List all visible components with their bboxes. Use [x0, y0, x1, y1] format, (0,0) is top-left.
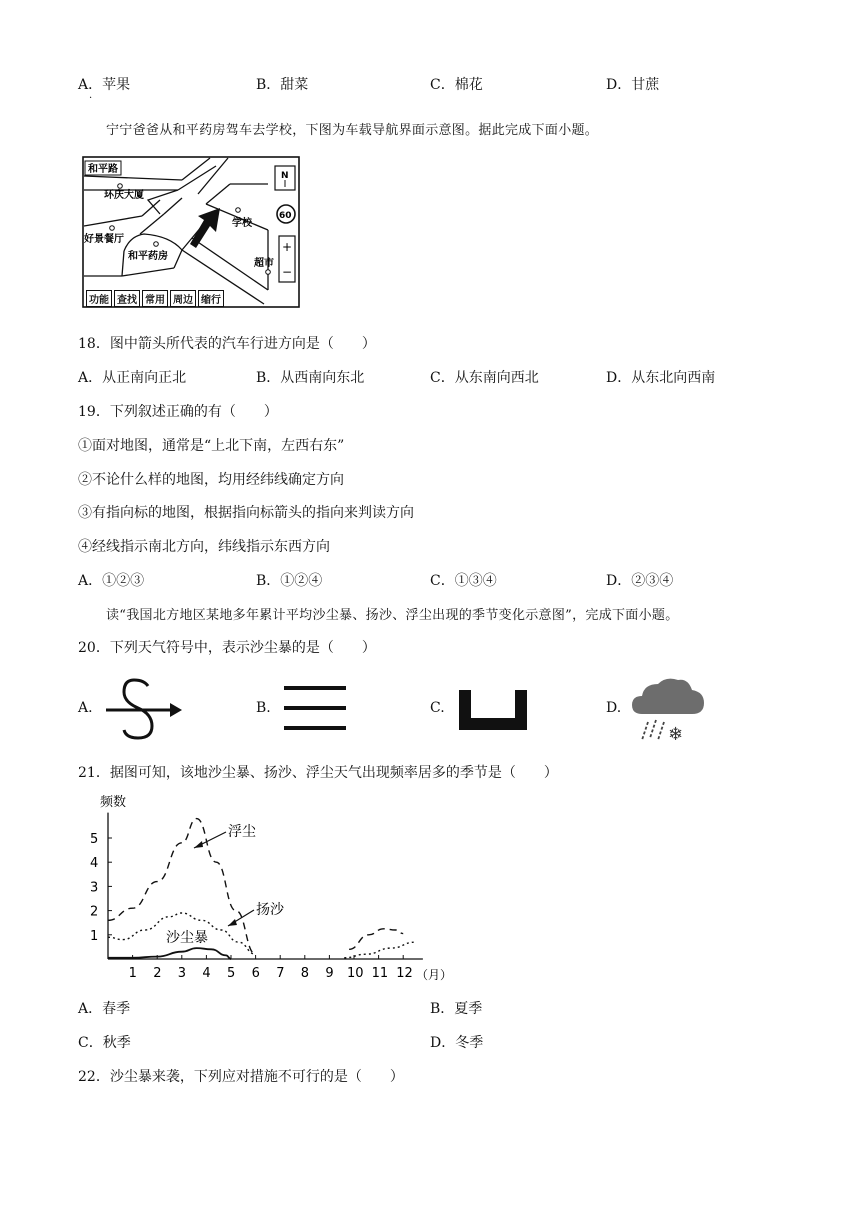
label-building: 环庆大厦: [104, 190, 144, 201]
intro-navigation: 宁宁爸爸从和平药房驾车去学校，下图为车载导航界面示意图。据此完成下面小题。: [106, 123, 599, 138]
series-line-0: [349, 929, 403, 950]
x-tick-label: 3: [177, 966, 187, 981]
y-tick-label: 5: [90, 832, 99, 847]
q21-option-b: B．夏季: [430, 1001, 483, 1017]
x-tick-label: 6: [251, 966, 260, 981]
q17-option-d: D．甘蔗: [606, 77, 660, 93]
q20-option-d-letter: D.: [606, 700, 622, 716]
q18-stem: 18．图中箭头所代表的汽车行进方向是（ ）: [78, 336, 376, 352]
chart-x-unit: （月）: [416, 968, 453, 982]
intro-dust: 读“我国北方地区某地多年累计平均沙尘暴、扬沙、浮尘出现的季节变化示意图”，完成下面小题。: [106, 608, 679, 623]
x-tick-label: 10: [347, 966, 364, 981]
svg-text:❄: ❄: [668, 724, 684, 744]
fog-symbol-icon: [282, 684, 348, 736]
q18-option-d: D．从东北向西南: [606, 370, 716, 386]
q19-item-1: ①面对地图，通常是“上北下南，左西右东”: [78, 438, 345, 454]
q18-option-b: B．从西南向东北: [256, 370, 365, 386]
chart-ylabel: 频数: [100, 795, 127, 810]
navigation-map: [82, 156, 300, 308]
x-tick-label: 2: [153, 966, 162, 981]
q21-option-a: A．春季: [78, 1001, 131, 1017]
x-tick-label: 8: [300, 966, 310, 981]
map-button-search: 查找: [114, 290, 140, 307]
q19-item-4: ④经线指示南北方向，纬线指示东西方向: [78, 539, 330, 555]
q21-option-c: C．秋季: [78, 1035, 131, 1051]
speed-limit-icon: 60: [279, 211, 292, 221]
y-tick-label: 4: [90, 856, 99, 872]
q21-option-d: D．冬季: [430, 1035, 484, 1051]
q19-option-a: A．①②③: [78, 573, 145, 589]
sandstorm-symbol-icon: [104, 678, 184, 746]
label-road: 和平路: [88, 164, 118, 175]
q19-option-c: C．①③④: [430, 573, 497, 589]
y-tick-label: 2: [90, 904, 99, 920]
q19-option-d: D．②③④: [606, 573, 674, 589]
x-tick-label: 4: [202, 966, 211, 981]
x-tick-label: 5: [227, 966, 236, 981]
x-tick-label: 11: [371, 966, 389, 981]
map-button-nearby: 周边: [170, 290, 196, 307]
x-tick-label: 9: [325, 966, 334, 981]
x-tick-label: 7: [276, 966, 285, 981]
q18-option-a: A．从正南向正北: [78, 370, 187, 386]
q21-stem: 21．据图可知，该地沙尘暴、扬沙、浮尘天气出现频率居多的季节是（ ）: [78, 765, 558, 781]
label-school: 学校: [232, 218, 252, 229]
snow-cloud-icon: [630, 674, 706, 748]
y-tick-label: 3: [90, 880, 99, 896]
q22-stem: 22．沙尘暴来袭，下列应对措施不可行的是（ ）: [78, 1069, 404, 1085]
dust-frequency-chart: [78, 788, 498, 988]
series-line-2: [108, 948, 231, 959]
x-tick-label: 12: [396, 966, 413, 981]
label-supermarket: 超市: [254, 258, 274, 269]
q20-option-b-letter: B.: [256, 700, 271, 716]
q20-stem: 20．下列天气符号中，表示沙尘暴的是（ ）: [78, 640, 376, 656]
label-restaurant: 好景餐厅: [84, 234, 124, 245]
label-pharmacy: 和平药房: [128, 251, 168, 262]
q19-item-2: ②不论什么样的地图，均用经纬线确定方向: [78, 472, 344, 488]
q17-option-c: C．棉花: [430, 77, 483, 93]
y-tick-label: 1: [90, 928, 99, 944]
map-bottom-bar: [86, 290, 224, 307]
map-button-function: 功能: [86, 290, 112, 307]
map-button-route: 缩行: [198, 290, 224, 307]
series-label-fuchen: 浮尘: [228, 824, 256, 840]
zoom-in-icon: +: [282, 240, 293, 254]
q19-option-b: B．①②④: [256, 573, 323, 589]
q20-option-a-letter: A.: [78, 700, 93, 716]
stray-dot: .: [89, 90, 93, 101]
q20-option-c-letter: C.: [430, 700, 445, 716]
q18-option-c: C．从东南向西北: [430, 370, 539, 386]
series-label-yangsha: 扬沙: [256, 902, 284, 918]
q17-option-a: A．苹果: [78, 77, 131, 93]
q17-option-b: B．甜菜: [256, 77, 309, 93]
series-line-1: [344, 942, 415, 958]
q19-item-3: ③有指向标的地图，根据指向标箭头的指向来判读方向: [78, 505, 414, 521]
q19-stem: 19．下列叙述正确的有（ ）: [78, 404, 278, 420]
zoom-out-icon: −: [282, 265, 293, 279]
series-label-shachenbao: 沙尘暴: [166, 930, 208, 946]
x-tick-label: 1: [128, 966, 137, 981]
north-icon: N: [281, 171, 289, 181]
floating-dust-symbol-icon: [457, 688, 529, 736]
map-button-common: 常用: [142, 290, 168, 307]
